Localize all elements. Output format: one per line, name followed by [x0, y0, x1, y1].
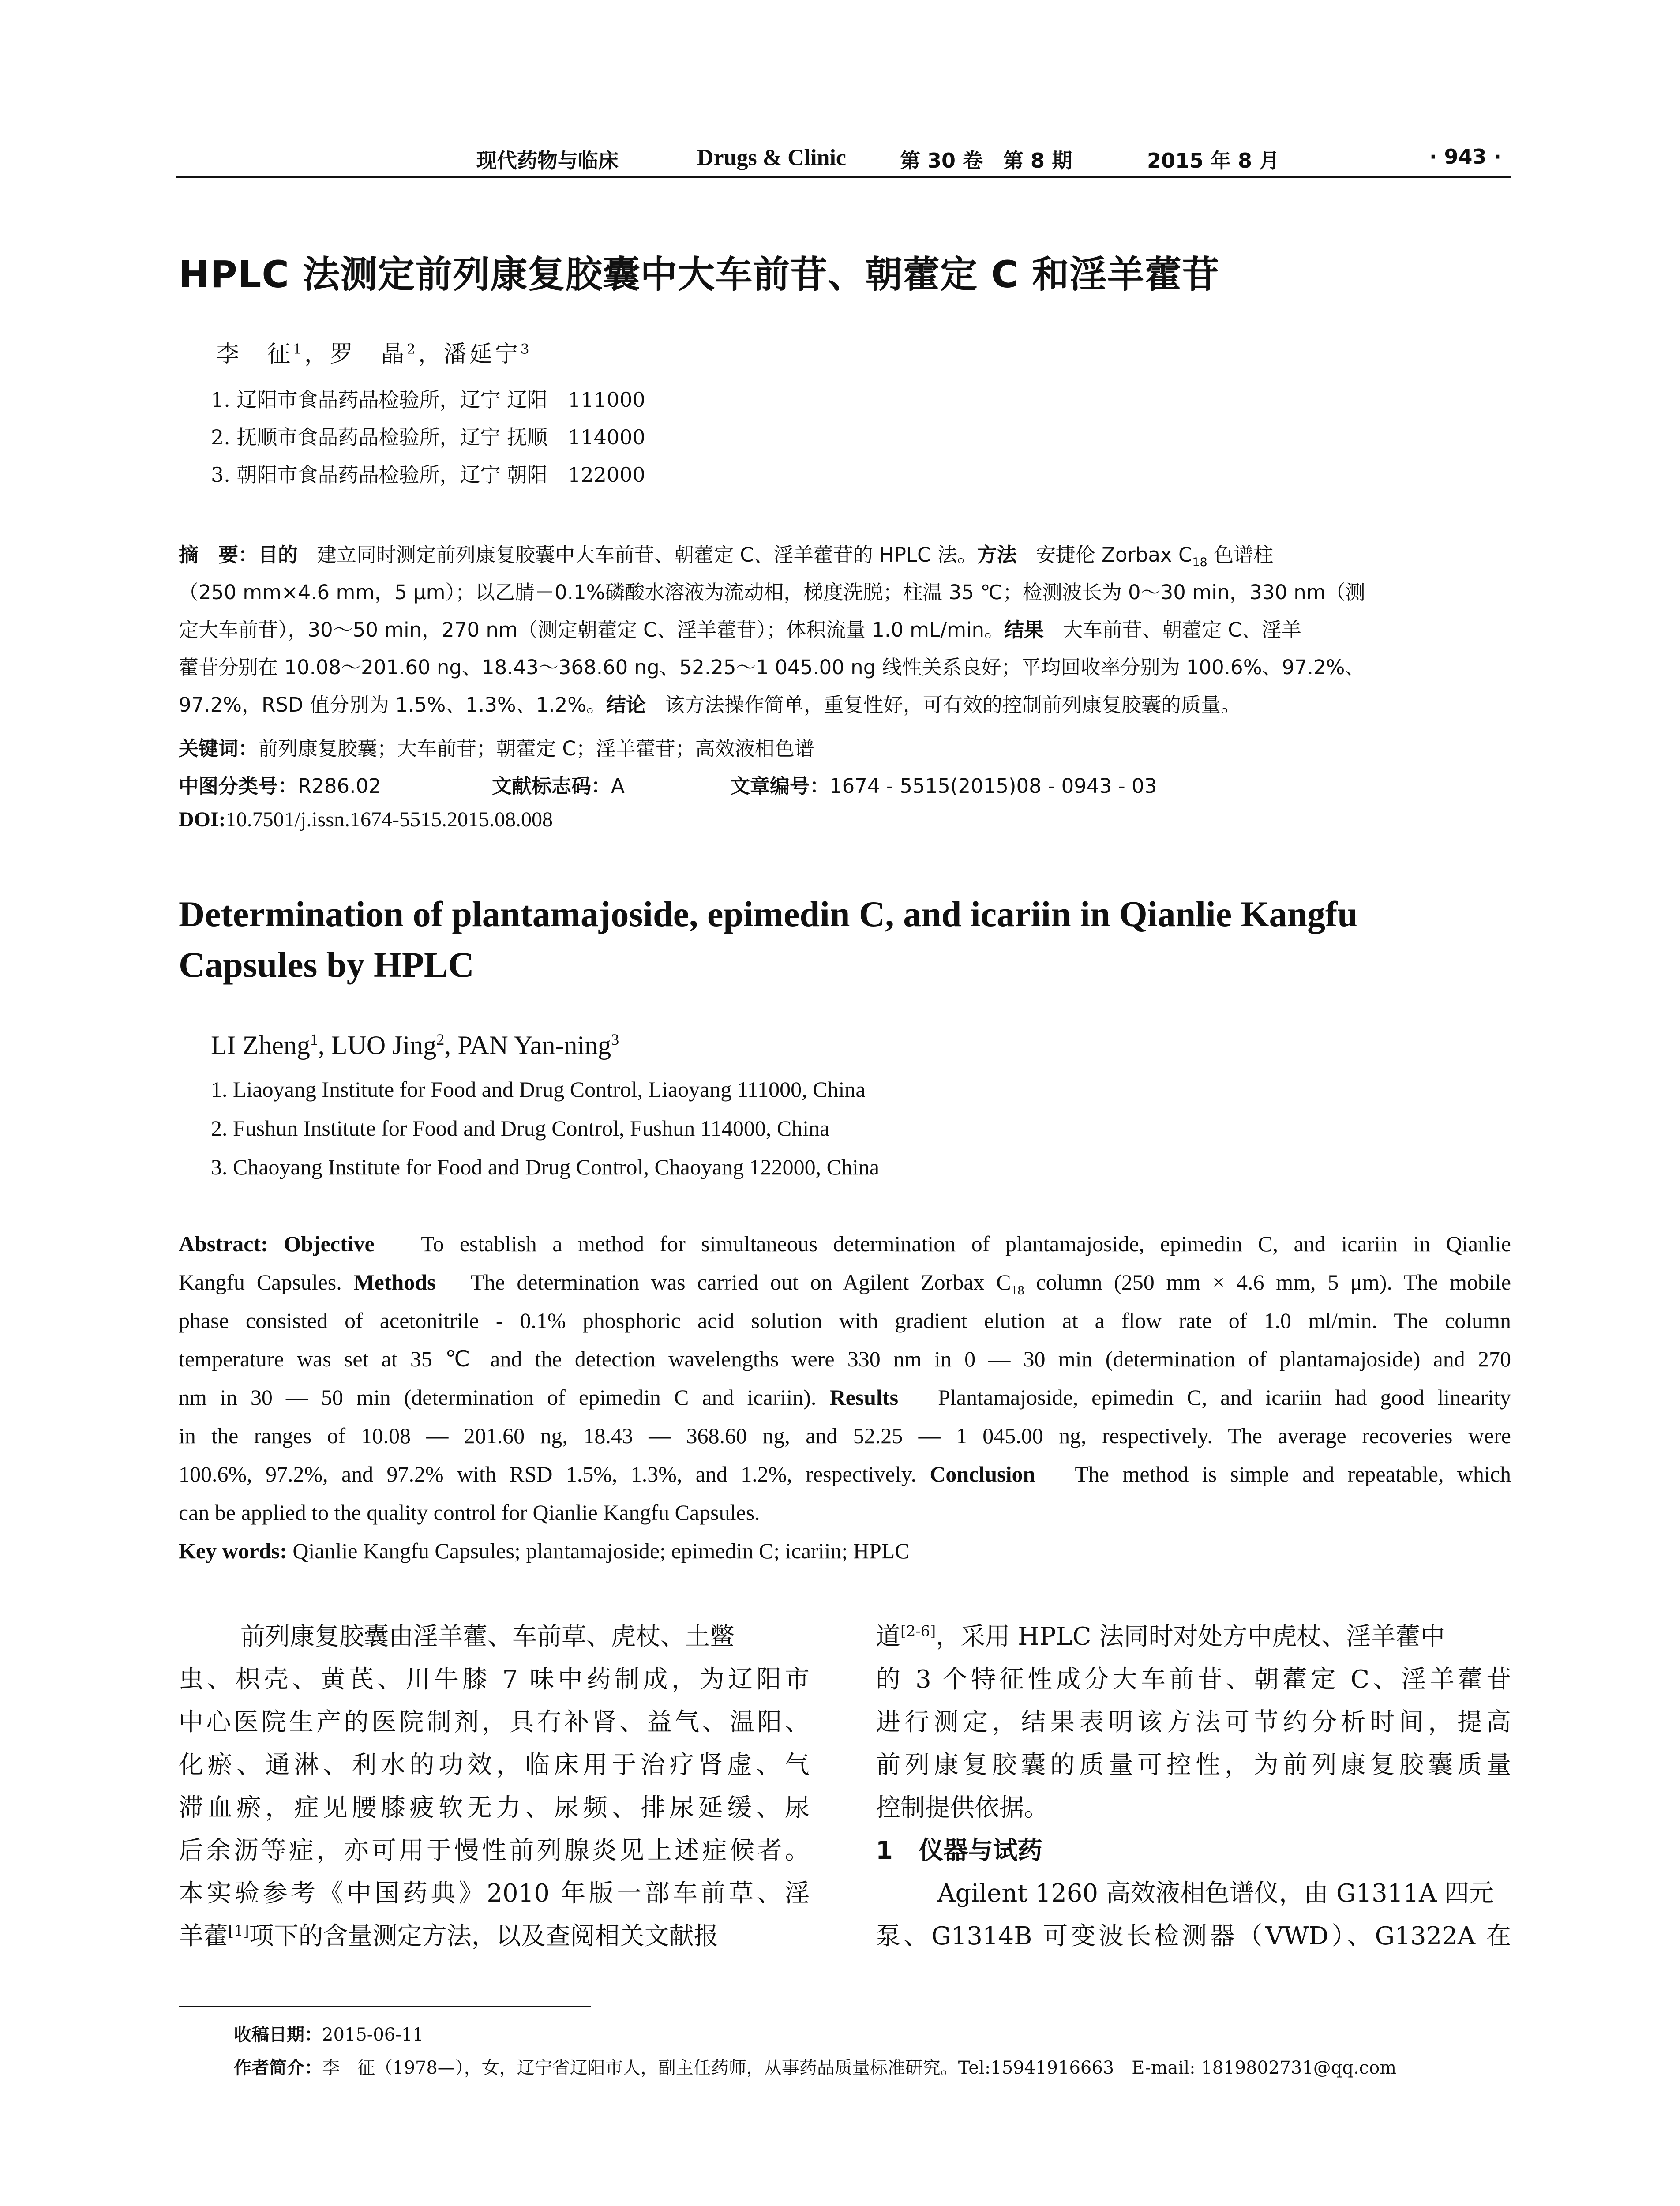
results-label-en: Results — [829, 1385, 899, 1410]
paper-title-cn: HPLC 法测定前列康复胶囊中大车前苷、朝藿定 C 和淫羊藿苷 — [179, 253, 1220, 296]
authors-cn: 李 征$^1$，罗 晶$^2$，潘延宁$^3$ — [216, 341, 532, 368]
abstract-en-line: in the ranges of 10.08 — 201.60 ng, 18.43 — 368.60 ng, and 52.25 — 1 045.00 ng, respectively. The average recoveries were — [179, 1423, 1511, 1448]
abstract-en-line: can be applied to the quality control for Qianlie Kangfu Capsules. — [179, 1500, 760, 1525]
objective-label: 目的 — [258, 543, 298, 567]
page-number: · 943 · — [1429, 145, 1501, 169]
body-paragraph: 前列康复胶囊由淫羊藿、车前草、虎杖、土鳖 — [240, 1622, 735, 1651]
article-number: 文章编号：1674 - 5515(2015)08 - 0943 - 03 — [730, 774, 1157, 798]
author-affiliation-mark: 3 — [520, 341, 532, 357]
body-line: Agilent 1260 高效液相色谱仪，由 G1311A 四元 — [938, 1879, 1494, 1908]
methods-label-en: Methods — [353, 1270, 436, 1294]
abstract-en-line: Abstract: Objective To establish a method for simultaneous determination of plantamajoside, epimedin C, and icariin in Qianlie — [179, 1231, 1511, 1256]
author-name: LI Zheng — [211, 1031, 310, 1060]
author-name: PAN Yan-ning — [458, 1031, 611, 1060]
abstract-en-line: 100.6%, 97.2%, and 97.2% with RSD 1.5%, 1.3%, and 1.2%, respectively. Conclusion The method is simple and repeatable, which — [179, 1462, 1511, 1486]
body-line: 本实验参考《中国药典》2010 年版一部车前草、淫 — [179, 1879, 810, 1908]
affiliation-cn: 3. 朝阳市食品药品检验所，辽宁 朝阳 122000 — [211, 463, 645, 487]
citation: [1] — [228, 1922, 249, 1940]
author-name: 李 征 — [216, 341, 293, 368]
authors-en: LI Zheng$^1$, LUO Jing$^2$, PAN Yan-ning$^3$ — [211, 1031, 619, 1060]
conclusion-label-en: Conclusion — [930, 1462, 1035, 1486]
body-line: 化瘀、通淋、利水的功效，临床用于治疗肾虚、气 — [179, 1751, 810, 1779]
affiliation-en: 3. Chaoyang Institute for Food and Drug Control, Chaoyang 122000, China — [211, 1155, 880, 1179]
abstract-en-line: nm in 30 — 50 min (determination of epimedin C and icariin). Results Plantamajoside, epimedin C, and icariin had good linearity — [179, 1385, 1511, 1410]
running-header — [176, 140, 1511, 178]
affiliation-cn: 2. 抚顺市食品药品检验所，辽宁 抚顺 114000 — [211, 425, 645, 449]
abstract-en-line: Kangfu Capsules. Methods The determination was carried out on Agilent Zorbax $C_{18}$ column (250 mm × 4.6 mm, 5 μm). The mobile — [179, 1270, 1511, 1298]
received-date: 收稿日期：2015-06-11 — [234, 2025, 424, 2045]
body-line: 泵、G1314B 可变波长检测器（VWD）、G1322A 在 — [876, 1922, 1511, 1951]
methods-label: 方法 — [977, 543, 1017, 567]
keywords-en: Key words: Qianlie Kangfu Capsules; plantamajoside; epimedin C; icariin; HPLC — [179, 1538, 910, 1563]
paper-title-en: Determination of plantamajoside, epimedin C, and icariin in Qianlie Kangfu — [179, 894, 1358, 934]
footnote-divider — [179, 2006, 591, 2007]
abstract-cn-line: 定大车前苷），30～50 min，270 nm（测定朝藿定 C、淫羊藿苷）；体积流量 1.0 mL/min。结果 大车前苷、朝藿定 C、淫羊 — [179, 618, 1301, 642]
body-line: 滞血瘀，症见腰膝疲软无力、尿频、排尿延缓、尿 — [179, 1793, 810, 1822]
abstract-en-line: phase consisted of acetonitrile - 0.1% phosphoric acid solution with gradient elution at a flow rate of 1.0 ml/min. The column — [179, 1308, 1511, 1333]
conclusion-label: 结论 — [606, 693, 646, 717]
author-name: 潘延宁 — [443, 341, 521, 368]
body-line: 的 3 个特征性成分大车前苷、朝藿定 C、淫羊藿苷 — [876, 1665, 1511, 1694]
document-code: 文献标志码：A — [492, 774, 625, 798]
body-line: 中心医院生产的医院制剂，具有补肾、益气、温阳、 — [179, 1708, 810, 1737]
journal-name-cn: 现代药物与临床 — [476, 149, 619, 173]
abstract-cn-line: 97.2%，RSD 值分别为 1.5%、1.3%、1.2%。结论 该方法操作简单，重复性好，可有效的控制前列康复胶囊的质量。 — [179, 693, 1241, 717]
section-number: 1 — [876, 1836, 893, 1865]
abstract-label: 摘 要： — [179, 543, 259, 567]
author-affiliation-mark: 1 — [293, 341, 304, 357]
section-heading — [876, 1831, 1042, 1866]
abstract-label-en: Abstract: — [179, 1231, 268, 1256]
paper-title-en-line2: Capsules by HPLC — [179, 945, 474, 985]
author-name: LUO Jing — [331, 1031, 437, 1060]
author-name: 罗 晶 — [330, 341, 407, 368]
author-bio: 作者简介：李 征（1978—），女，辽宁省辽阳市人，副主任药师，从事药品质量标准研究。Tel:15941916663 E-mail: 1819802731@qq.com — [234, 2058, 1397, 2078]
issue-date: 2015 年 8 月 — [1147, 149, 1280, 173]
affiliation-en: 1. Liaoyang Institute for Food and Drug Control, Liaoyang 111000, China — [211, 1077, 866, 1102]
author-affiliation-mark: 2 — [406, 341, 418, 357]
abstract-cn-line: 藿苷分别在 10.08～201.60 ng、18.43～368.60 ng、52.25～1 045.00 ng 线性关系良好；平均回收率分别为 100.6%、97.2%、 — [179, 656, 1365, 679]
section-title: 仪器与试药 — [919, 1836, 1042, 1865]
affiliation-en: 2. Fushun Institute for Food and Drug Control, Fushun 114000, China — [211, 1116, 830, 1141]
volume-issue: 第 30 卷 第 8 期 — [900, 149, 1072, 173]
citation: [2-6] — [900, 1622, 936, 1640]
body-line: 进行测定，结果表明该方法可节约分析时间，提高 — [876, 1708, 1511, 1737]
objective-label-en: Objective — [284, 1231, 375, 1256]
keywords-cn: 关键词：前列康复胶囊；大车前苷；朝藿定 C；淫羊藿苷；高效液相色谱 — [179, 737, 814, 760]
body-line: 后余沥等症，亦可用于慢性前列腺炎见上述症候者。 — [179, 1836, 810, 1865]
journal-name-en: Drugs & Clinic — [697, 145, 846, 170]
body-line: 前列康复胶囊的质量可控性，为前列康复胶囊质量 — [876, 1751, 1511, 1779]
affiliation-cn: 1. 辽阳市食品药品检验所，辽宁 辽阳 111000 — [211, 388, 645, 412]
body-line: 控制提供依据。 — [876, 1793, 1049, 1822]
abstract-cn-line: （250 mm×4.6 mm，5 μm）；以乙腈－0.1%磷酸水溶液为流动相，梯度洗脱；柱温 35 ℃；检测波长为 0～30 min，330 nm（测 — [179, 581, 1365, 604]
body-line: 羊藿[1]项下的含量测定方法，以及查阅相关文献报 — [179, 1922, 719, 1951]
results-label: 结果 — [1004, 618, 1044, 642]
abstract-en-line: temperature was set at 35 ℃ and the detection wavelengths were 330 nm in 0 — 30 min (determination of plantamajoside) and 270 — [179, 1347, 1511, 1371]
body-line: 虫、枳壳、黄芪、川牛膝 7 味中药制成，为辽阳市 — [179, 1665, 810, 1694]
abstract-cn-line: 摘 要：目的 建立同时测定前列康复胶囊中大车前苷、朝藿定 C、淫羊藿苷的 HPLC 法。方法 安捷伦 Zorbax $C_{18}$ 色谱柱 — [179, 543, 1274, 569]
body-line: 道[2-6]，采用 HPLC 法同时对处方中虎杖、淫羊藿中 — [876, 1622, 1445, 1651]
doi-line: DOI:10.7501/j.issn.1674-5515.2015.08.008 — [179, 808, 553, 831]
classification-line: 中图分类号：R286.02 — [179, 774, 381, 798]
